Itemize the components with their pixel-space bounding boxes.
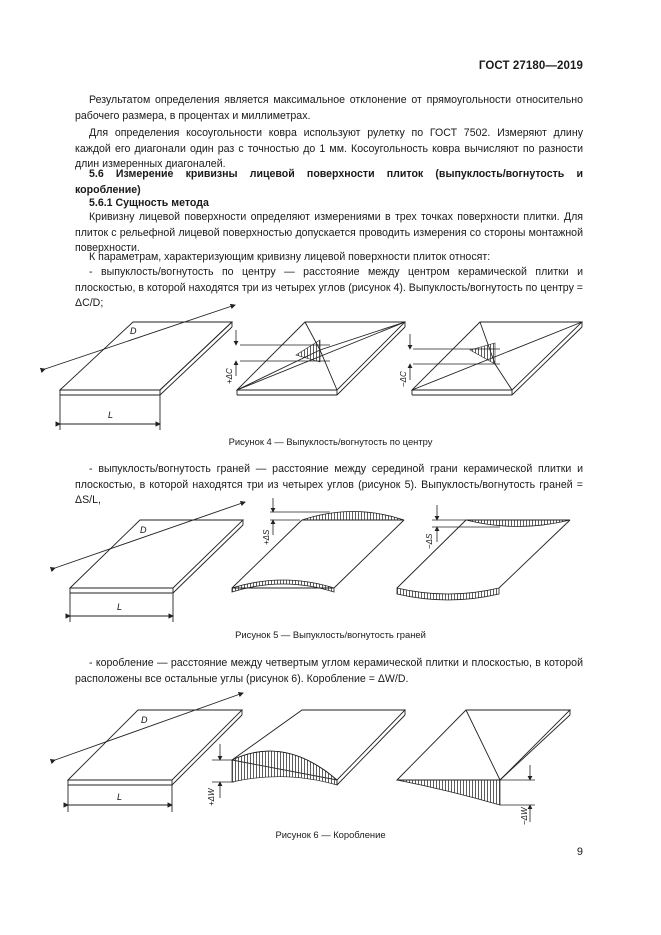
fig4-l-label: L [108, 410, 114, 420]
fig5-l-label: L [117, 602, 123, 612]
figure-4-caption: Рисунок 4 — Выпуклость/вогнутость по центру [228, 436, 433, 447]
fig4-minus-label: −ΔC [399, 371, 408, 387]
paragraph-result: Результатом определения является максимальное отклонение от прямоугольности относительно рабочего размера, в процентах и миллиметрах. [75, 94, 583, 122]
paragraph-skew-measurement: Для определения косоугольности ковра используют рулетку по ГОСТ 7502. Измеряют длину каждой его диагонали один раз с точностью до 1 мм. Косоугольность ковра вычисляют по разности длин измеренных диагоналей. [75, 127, 583, 170]
fig6-l-label: L [117, 792, 123, 802]
paragraph-center-curvature: - выпуклость/вогнутость по центру — расстояние между центром керамической плитки и плоскостью, в которой находятся три из четырех углов (рисунок 4). Выпуклость/вогнутость по центру = ΔC/D; [75, 266, 583, 309]
section-heading: 5.6 Измерение кривизны лицевой поверхности плиток (выпуклость/вогнутость и коробление) [75, 168, 583, 196]
fig5-plus-label: +ΔS [262, 529, 271, 545]
paragraph-warpage: - коробление — расстояние между четвертым углом керамической плитки и плоскостью, в которой расположены все остальные углы (рисунок 6). Коробление = ΔW/D. [75, 657, 583, 685]
fig6-minus-label: −ΔW [520, 807, 529, 825]
figure-6-caption: Рисунок 6 — Коробление [275, 829, 386, 840]
fig4-plus-label: +ΔC [225, 368, 234, 384]
page-number: 9 [576, 846, 583, 858]
paragraph-method: Кривизну лицевой поверхности определяют измерениями в трех точках поверхности плитки. Для плиток с рельефной лицевой поверхностью допускается проводить измерения со стороны монтажной поверхности. [75, 211, 583, 254]
subsection-heading: 5.6.1 Сущность метода [89, 197, 209, 209]
figure-5-caption: Рисунок 5 — Выпуклость/вогнутость граней [235, 629, 426, 640]
fig6-plus-label: +ΔW [207, 788, 216, 806]
fig5-minus-label: −ΔS [425, 533, 434, 549]
fig6-d-label: D [141, 715, 148, 725]
paragraph-parameters: К параметрам, характеризующим кривизну лицевой поверхности плиток относят: [89, 251, 491, 263]
paragraph-edge-curvature: - выпуклость/вогнутость граней — расстояние между серединой грани керамической плитки и плоскостью, в которой находятся три из четырех углов (рисунок 5). Выпуклость/вогнутость граней = ΔS/L, [75, 463, 583, 506]
standard-header: ГОСТ 27180—2019 [478, 60, 583, 72]
fig4-d-label: D [130, 326, 137, 336]
fig5-d-label: D [140, 525, 147, 535]
